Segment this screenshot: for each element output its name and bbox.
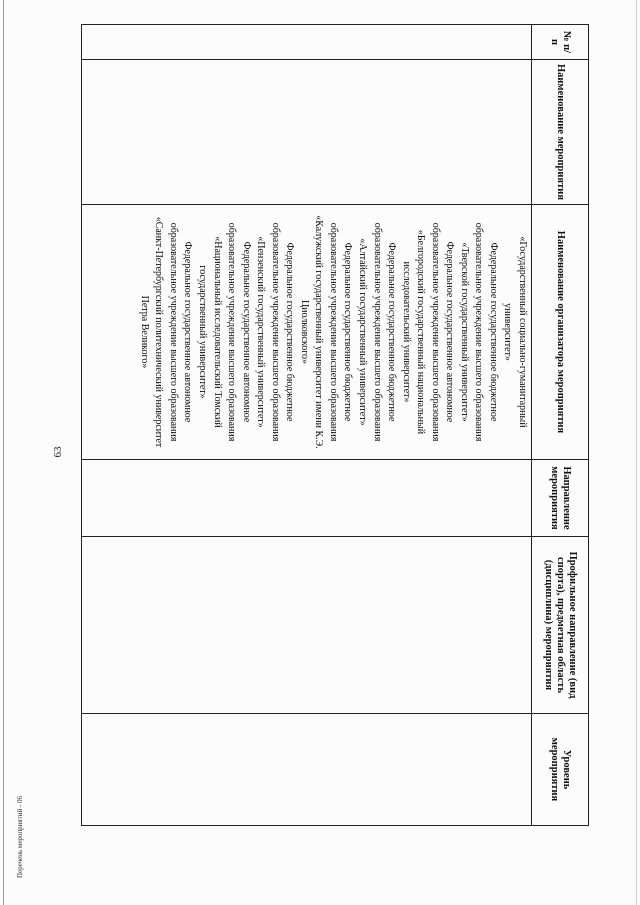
events-table [81, 24, 589, 826]
organizer-item: Федеральное государственное автономное образовательное учреждение высшего образования «Санкт-Петербургский политехнический университет Петра Великого» [138, 216, 194, 448]
cell-level [82, 714, 532, 826]
table-row [82, 25, 532, 826]
header-direction: Направление мероприятия [532, 460, 589, 537]
organizer-item: Федеральное государственное бюджетное образовательное учреждение высшего образования «Тверской государственный университет» [458, 222, 499, 442]
header-event-name: Наименование мероприятия [532, 60, 589, 205]
organizer-item: Федеральное государственное бюджетное образовательное учреждение высшего образования «Калужский государственный университет имени К.Э. Циолковского» [298, 215, 354, 449]
scan-edge-right [636, 0, 637, 905]
organizer-item: Федеральное государственное бюджетное образовательное учреждение высшего образования «Пензенский государственный университет» [255, 222, 296, 442]
cell-direction [82, 460, 532, 537]
events-table-container [0, 24, 589, 802]
header-level: Уровень мероприятия [532, 714, 589, 826]
header-num: № п/п [532, 25, 589, 60]
cell-event-name [82, 60, 532, 205]
header-organizer: Наименование организатора мероприятия [532, 205, 589, 460]
table-header-row [532, 25, 589, 826]
organizer-item: Федеральное государственное бюджетное образовательное учреждение высшего образования «Алтайский государственный университет» [356, 222, 398, 442]
organizer-item: Федеральное государственное автономное образовательное учреждение высшего образования «Белгородский государственный национальный исследовательский университет» [400, 222, 456, 442]
organizer-item: «Государственный социально-гуманитарный университет» [502, 236, 528, 428]
header-profile: Профильное направление (вид спорта), предметная область (дисциплина) мероприятия [532, 537, 589, 714]
footer-caption: Перечень мероприятий - 06 [16, 795, 24, 879]
cell-num [82, 25, 532, 60]
cell-profile [82, 537, 532, 714]
organizer-item: Федеральное государственное автономное образовательное учреждение высшего образования «Национальный исследовательский Томский государственный университет» [196, 222, 252, 442]
cell-organizers [82, 205, 532, 460]
page-number: 63 [52, 446, 64, 458]
